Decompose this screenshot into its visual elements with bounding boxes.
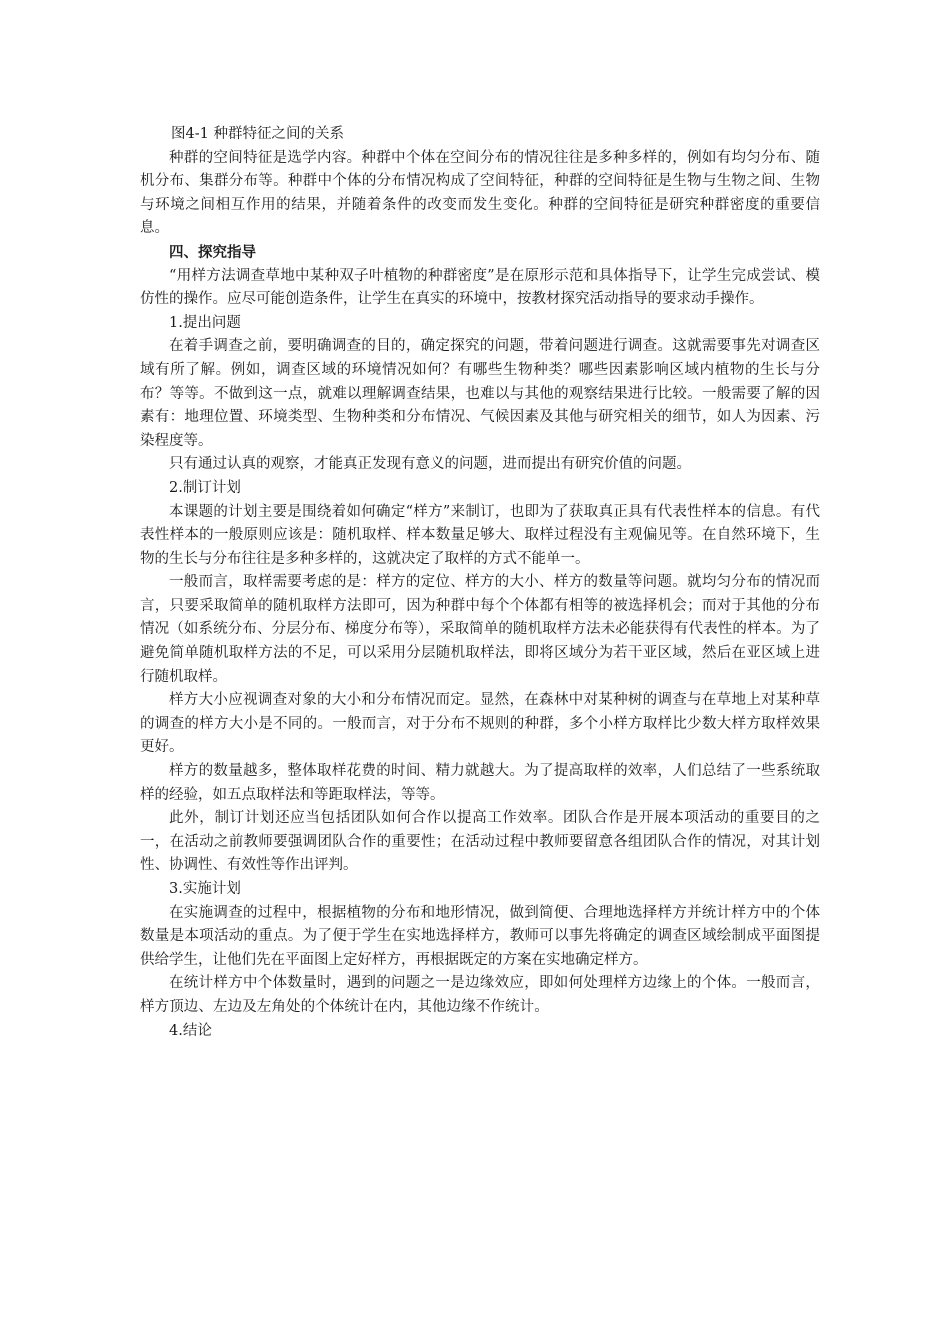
step3-heading: 3.实施计划 [169, 881, 241, 897]
step2-heading: 2.制订计划 [169, 479, 241, 496]
step1-paragraph-1: 在着手调查之前，要明确调查的目的，确定探究的问题，带着问题进行调查。这就需要事先对调查区域有所了解。例如，调查区域的环境情况如何？有哪些生物种类？哪些因素影响区域内植物的生长与分布？等等。不做到这一点，就难以理解调查结果，也难以与其他的观察结果进行比较。一般需要了解的因素有：地理位置、环境类型、生物种类和分布情况、气候因素及其他与研究相关的细节，如人为因素、污染程度等。 [140, 338, 820, 449]
figure-caption: 图4-1 种群特征之间的关系 [171, 126, 344, 142]
paragraph-spatial-feature: 种群的空间特征是选学内容。种群中个体在空间分布的情况往往是多种多样的，例如有均匀分布、随机分布、集群分布等。种群中个体的分布情况构成了空间特征，种群的空间特征是生物与生物之间、生物与环境之间相互作用的结果，并随着条件的改变而发生变化。种群的空间特征是研究种群密度的重要信息。 [140, 149, 820, 237]
step1-heading: 1.提出问题 [169, 314, 241, 331]
step2-paragraph-1: 本课题的计划主要是围绕着如何确定“样方”来制订，也即为了获取真正具有代表性样本的信息。有代表性样本的一般原则应该是：随机取样、样本数量足够大、取样过程没有主观偏见等。在自然环境下，生物的生长与分布往往是多种多样的，这就决定了取样的方式不能单一。 [140, 503, 820, 567]
step2-paragraph-5: 此外，制订计划还应当包括团队如何合作以提高工作效率。团队合作是开展本项活动的重要目的之一，在活动之前教师要强调团队合作的重要性；在活动过程中教师要留意各组团队合作的情况，对其计划性、协调性、有效性等作出评判。 [140, 810, 820, 874]
document-page [140, 123, 820, 1043]
step2-paragraph-2: 一般而言，取样需要考虑的是：样方的定位、样方的大小、样方的数量等问题。就均匀分布的情况而言，只要采取简单的随机取样方法即可，因为种群中每个个体都有相等的被选择机会；而对于其他的分布情况（如系统分布、分层分布、梯度分布等），采取简单的随机取样方法未必能获得有代表性的样本。为了避免简单随机取样方法的不足，可以采用分层随机取样法，即将区域分为若干亚区域，然后在亚区域上进行随机取样。 [140, 574, 820, 685]
step4-heading: 4.结论 [169, 1022, 212, 1039]
step2-paragraph-3: 样方大小应视调查对象的大小和分布情况而定。显然，在森林中对某种树的调查与在草地上对某种草的调查的样方大小是不同的。一般而言，对于分布不规则的种群，多个小样方取样比少数大样方取样效果更好。 [140, 692, 820, 756]
step1-paragraph-2: 只有通过认真的观察，才能真正发现有意义的问题，进而提出有研究价值的问题。 [169, 456, 691, 473]
paragraph-intro: “用样方法调查草地中某种双子叶植物的种群密度”是在原形示范和具体指导下，让学生完成尝试、模仿性的操作。应尽可能创造条件，让学生在真实的环境中，按教材探究活动指导的要求动手操作。 [140, 267, 820, 308]
step3-paragraph-1: 在实施调查的过程中，根据植物的分布和地形情况，做到简便、合理地选择样方并统计样方中的个体数量是本项活动的重点。为了便于学生在实地选择样方，教师可以事先将确定的调查区域绘制成平面图提供给学生，让他们先在平面图上定好样方，再根据既定的方案在实地确定样方。 [140, 904, 820, 968]
step3-paragraph-2: 在统计样方中个体数量时，遇到的问题之一是边缘效应，即如何处理样方边缘上的个体。一般而言，样方顶边、左边及左角处的个体统计在内，其他边缘不作统计。 [140, 975, 820, 1015]
step2-paragraph-4: 样方的数量越多，整体取样花费的时间、精力就越大。为了提高取样的效率，人们总结了一些系统取样的经验，如五点取样法和等距取样法，等等。 [140, 763, 820, 803]
section-heading-inquiry-guide: 四、探究指导 [169, 243, 256, 261]
